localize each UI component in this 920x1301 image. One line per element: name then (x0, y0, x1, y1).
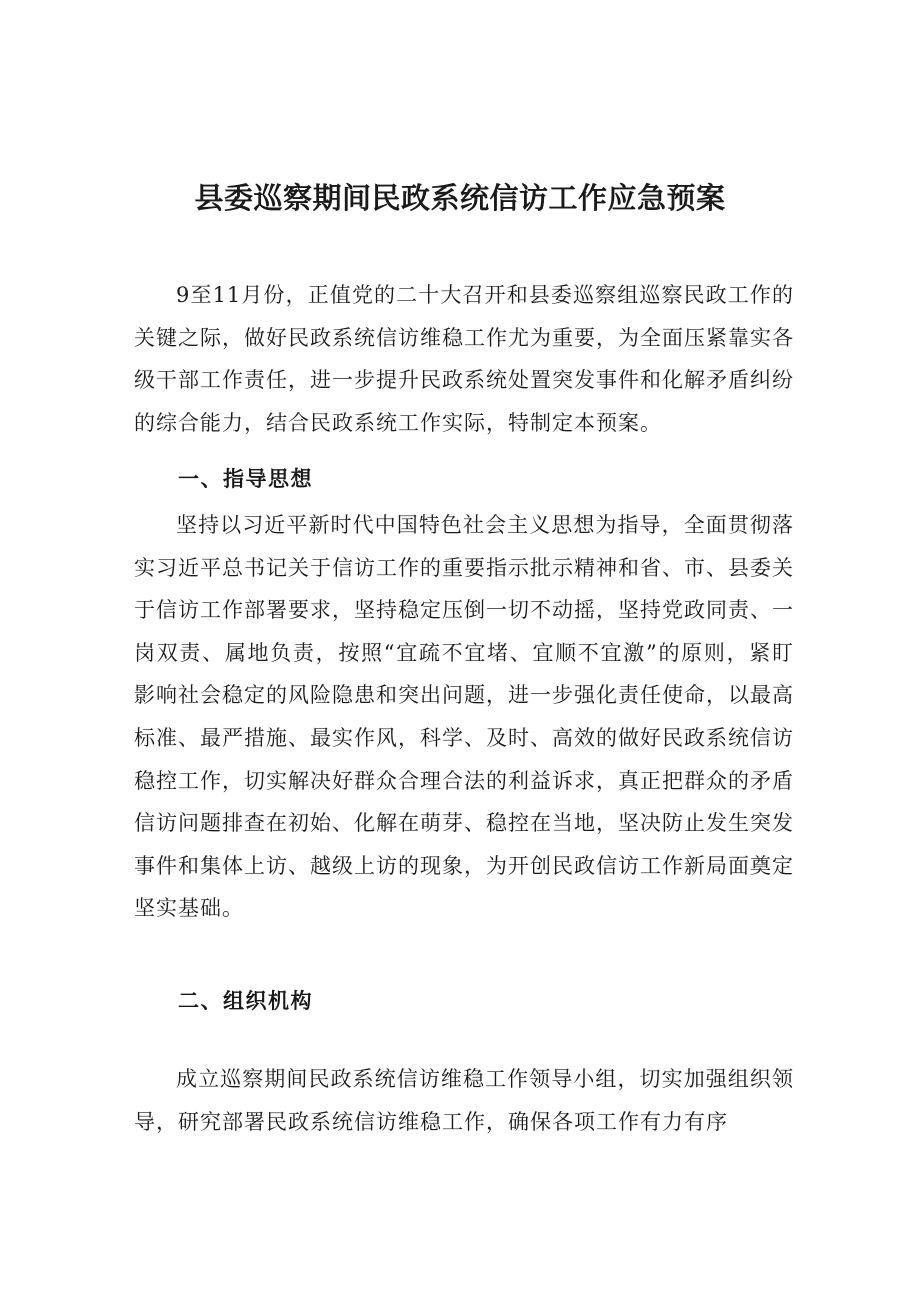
organization-paragraph: 成立巡察期间民政系统信访维稳工作领导小组，切实加强组织领导，研究部署民政系统信访维稳工作，确保各项工作有力有序 (134, 1067, 794, 1134)
section-heading-organization: 二、组织机构 (178, 989, 313, 1013)
document-title: 县委巡察期间民政系统信访工作应急预案 (194, 181, 726, 215)
guiding-thought-paragraph: 坚持以习近平新时代中国特色社会主义思想为指导，全面贯彻落实习近平总书记关于信访工作的重要指示批示精神和省、市、县委关于信访工作部署要求，坚持稳定压倒一切不动摇，坚持党政同责、一岗双责、属地负责，按照“宜疏不宜堵、宜顺不宜激”的原则，紧盯影响社会稳定的风险隐患和突出问题，进一步强化责任使命，以最高标准、最严措施、最实作风，科学、及时、高效的做好民政系统信访稳控工作，切实解决好群众合理合法的利益诉求，真正把群众的矛盾信访问题排查在初始、化解在萌芽、稳控在当地，坚决防止发生突发事件和集体上访、越级上访的现象，为开创民政信访工作新局面奠定坚实基础。 (134, 513, 794, 921)
section-heading-guiding-thought: 一、指导思想 (178, 467, 313, 491)
intro-paragraph: 9至11月份，正值党的二十大召开和县委巡察组巡察民政工作的关键之际，做好民政系统信访维稳工作尤为重要，为全面压紧靠实各级干部工作责任，进一步提升民政系统处置突发事件和化解矛盾纠纷的综合能力，结合民政系统工作实际，特制定本预案。 (134, 283, 794, 435)
